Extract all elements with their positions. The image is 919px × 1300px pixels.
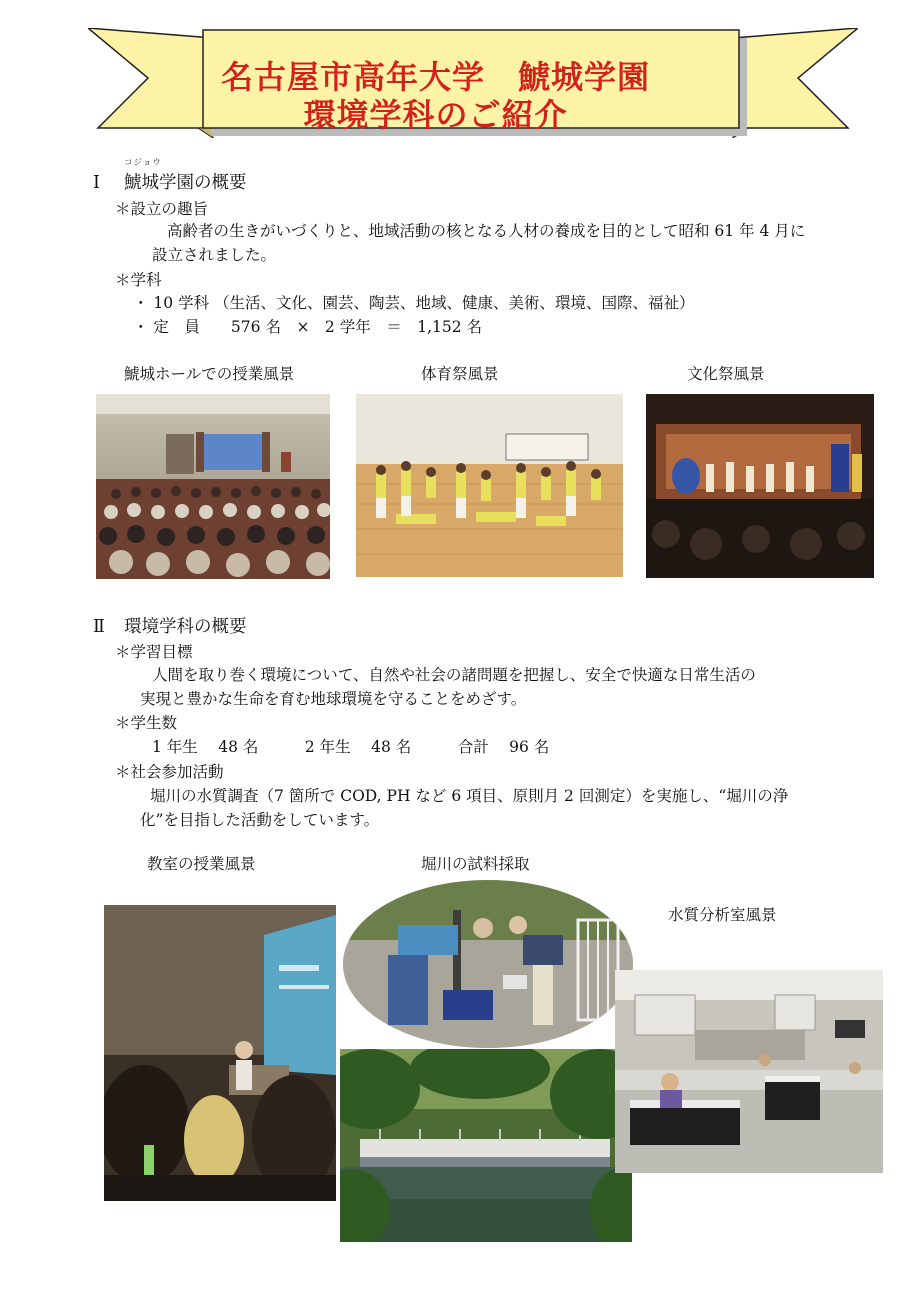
- caption-culture-festival: 文化祭風景: [687, 365, 765, 383]
- capacity-line: ・ 定 員 576 名 × 2 学年 ＝ 1,152 名: [133, 318, 483, 336]
- students-heading: ＊学生数: [115, 714, 178, 732]
- water-analysis-lab-photo: [615, 970, 883, 1173]
- caption-hall-lecture: 鯱城ホールでの授業風景: [124, 365, 295, 383]
- section1-numeral: Ⅰ: [93, 173, 100, 193]
- activity-line-1: 堀川の水質調査（7 箇所で COD, PH など 6 項目、原則月 2 回測定）を実施し、“堀川の浄: [150, 787, 789, 805]
- classroom-photo: [104, 905, 336, 1201]
- river-view-photo: [340, 1049, 632, 1242]
- department-heading: ＊学科: [115, 271, 162, 289]
- section2-numeral: Ⅱ: [93, 617, 105, 637]
- caption-classroom: 教室の授業風景: [147, 855, 256, 873]
- purpose-line-1: 高齢者の生きがいづくりと、地域活動の核となる人材の養成を目的として昭和 61 年 4 月に: [167, 222, 806, 240]
- banner-title-line1: 名古屋市高年大学 鯱城学園: [220, 58, 650, 96]
- caption-sports-day: 体育祭風景: [421, 365, 499, 383]
- department-list: ・ 10 学科 （生活、文化、園芸、陶芸、地域、健康、美術、環境、国際、福祉）: [133, 294, 695, 312]
- activity-line-2: 化”を目指した活動をしています。: [140, 811, 380, 829]
- purpose-line-2: 設立されました。: [152, 246, 277, 264]
- goal-line-1: 人間を取り巻く環境について、自然や社会の諸問題を把握し、安全で快適な日常生活の: [152, 666, 756, 684]
- section1-ruby: コジョウ: [124, 158, 162, 168]
- goal-line-2: 実現と豊かな生命を育む地球環境を守ることをめざす。: [140, 690, 527, 708]
- culture-festival-photo: [646, 394, 874, 578]
- purpose-heading: ＊設立の趣旨: [115, 200, 209, 218]
- hall-lecture-photo: [96, 394, 330, 579]
- caption-river-sampling: 堀川の試料採取: [421, 855, 530, 873]
- caption-water-lab: 水質分析室風景: [668, 906, 777, 924]
- section2-title: 環境学科の概要: [124, 617, 247, 637]
- goal-heading: ＊学習目標: [115, 643, 193, 661]
- students-line: 1 年生 48 名 2 年生 48 名 合計 96 名: [152, 738, 550, 756]
- banner-title-line2: 環境学科のご紹介: [303, 96, 568, 134]
- activity-heading: ＊社会参加活動: [115, 763, 224, 781]
- sports-day-photo: [356, 394, 623, 577]
- section1-title: 鯱城学園の概要: [124, 173, 247, 193]
- river-sampling-photo: [343, 880, 633, 1048]
